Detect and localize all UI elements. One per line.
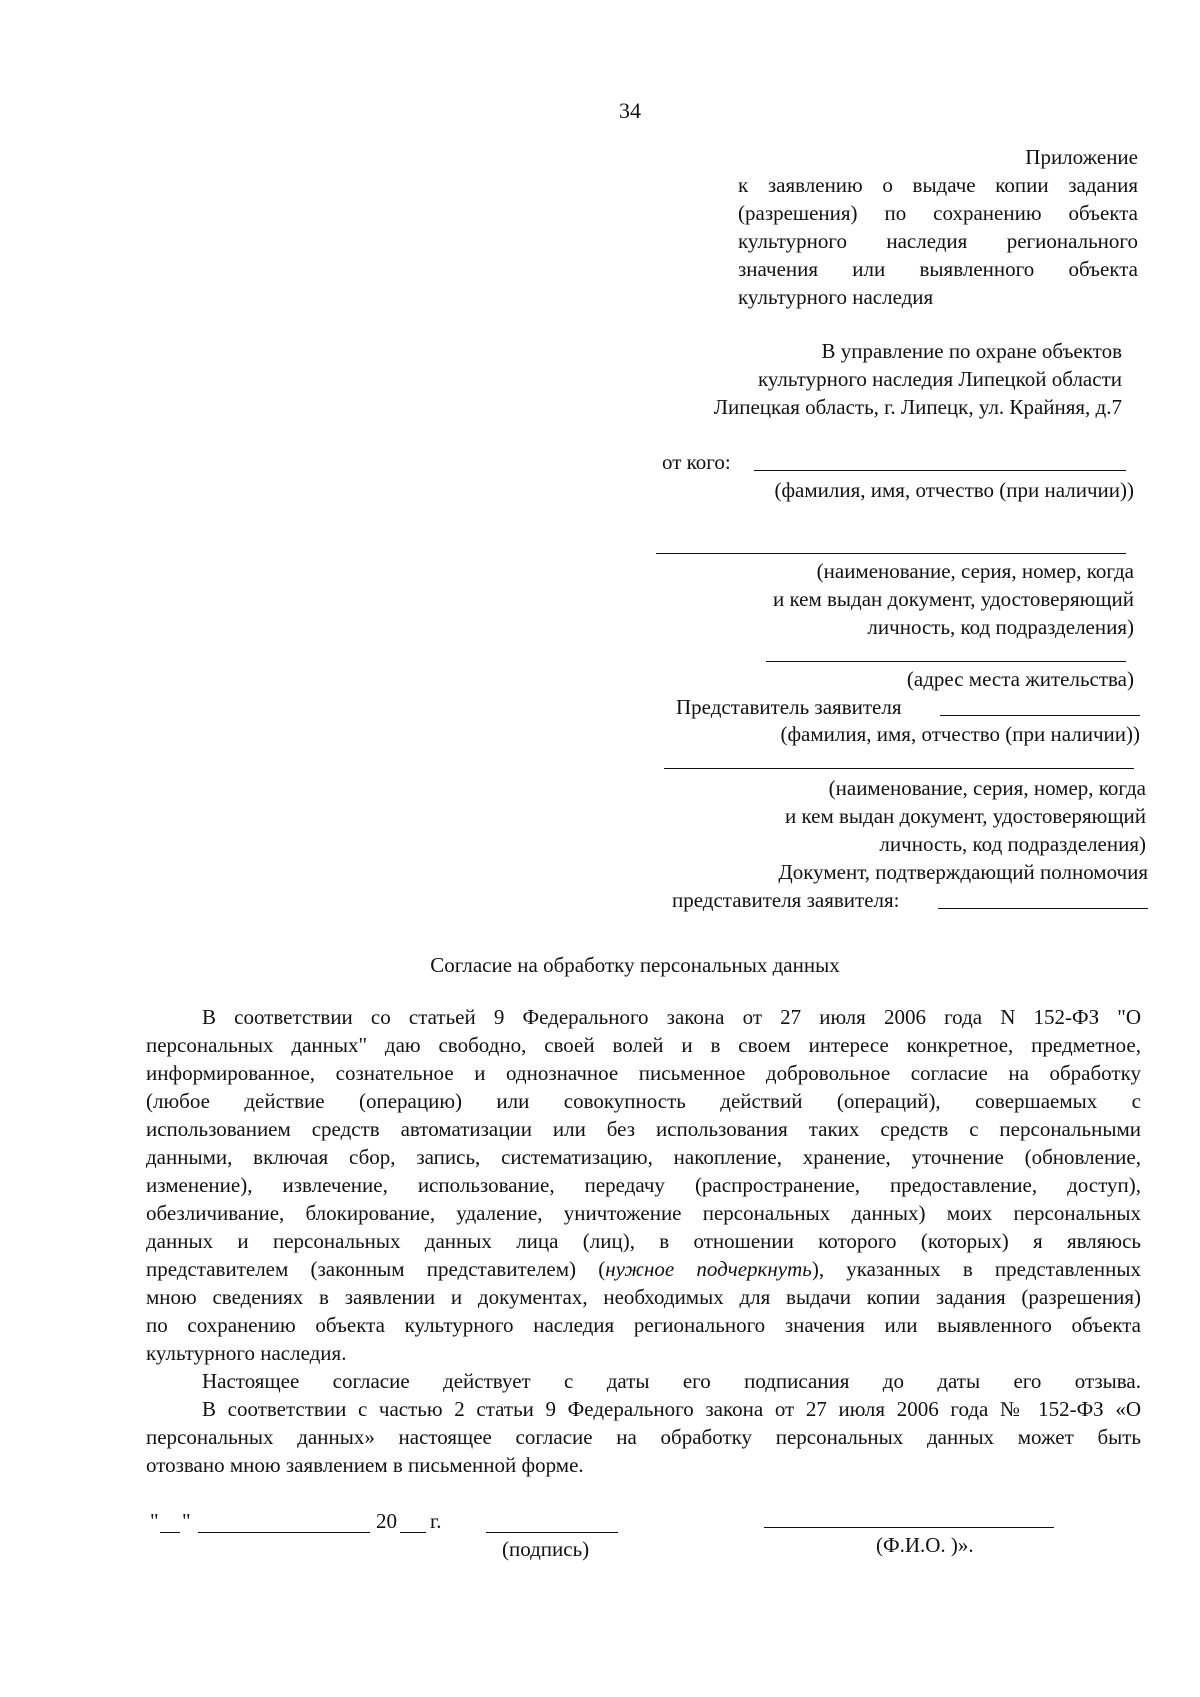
consent-line	[146, 1255, 1141, 1283]
applicant-document-hint: (наименование, серия, номер, когда	[816, 559, 1134, 583]
authority-document-label: Документ, подтверждающий полномочия	[778, 860, 1148, 884]
underline-needed-note: нужное подчеркнуть	[605, 1257, 812, 1281]
consent-line: изменение), извлечение, использование, передачу (распространение, предоставление, доступ),	[146, 1173, 1141, 1197]
applicant-name-hint: (фамилия, имя, отчество (при наличии))	[774, 478, 1134, 502]
date-year-field[interactable]	[400, 1532, 426, 1533]
consent-body	[146, 1003, 1141, 1479]
consent-line-part: ), указанных в представленных	[811, 1257, 1141, 1281]
consent-title: Согласие на обработку персональных данных	[430, 953, 840, 977]
consent-validity-line: Настоящее согласие действует с даты его подписания до даты его отзыва.	[202, 1369, 1141, 1393]
from-label: от кого:	[662, 450, 731, 474]
authority-document-field[interactable]	[938, 908, 1148, 909]
consent-line: персональных данных» настоящее согласие на обработку персональных данных может быть	[146, 1425, 1141, 1449]
representative-document-hint: и кем выдан документ, удостоверяющий	[784, 804, 1146, 828]
consent-line: мною сведениях в заявлении и документах, необходимых для выдачи копии задания (разрешения)	[146, 1285, 1141, 1309]
consent-line: культурного наследия.	[146, 1341, 347, 1365]
annex-title: Приложение	[1025, 145, 1138, 169]
consent-line: по сохранению объекта культурного наследия регионального значения или выявленного объекта	[146, 1313, 1141, 1337]
representative-name-field[interactable]	[940, 715, 1140, 716]
applicant-document-hint: и кем выдан документ, удостоверяющий	[772, 587, 1134, 611]
authority-document-label-2: представителя заявителя:	[672, 888, 900, 912]
consent-line: В соответствии с частью 2 статьи 9 Федерального закона от 27 июля 2006 года № 152-ФЗ «О	[202, 1397, 1141, 1421]
annex-line: культурного наследия регионального	[738, 229, 1138, 253]
applicant-address-field[interactable]	[766, 661, 1126, 662]
representative-document-field[interactable]	[664, 768, 1134, 769]
annex-line: к заявлению о выдаче копии задания	[738, 173, 1138, 197]
representative-name-hint: (фамилия, имя, отчество (при наличии))	[780, 722, 1140, 746]
page-number: 34	[619, 98, 641, 123]
applicant-address-hint: (адрес места жительства)	[906, 667, 1134, 691]
annex-line: культурного наследия	[738, 285, 934, 309]
consent-line-part: представителем (законным представителем) (	[146, 1257, 606, 1281]
signature-field[interactable]	[486, 1532, 618, 1533]
consent-line: (любое действие (операцию) или совокупность действий (операций), совершаемых с	[146, 1089, 1141, 1113]
consent-line: информированное, сознательное и однозначное письменное добровольное согласие на обработку	[146, 1061, 1141, 1085]
applicant-name-field[interactable]	[754, 470, 1126, 471]
date-year-prefix: 20	[376, 1509, 397, 1533]
consent-line: использованием средств автоматизации или без использования таких средств с персональными	[146, 1117, 1141, 1141]
consent-line: В соответствии со статьей 9 Федерального закона от 27 июля 2006 года N 152-ФЗ "О	[202, 1005, 1141, 1029]
applicant-document-hint: личность, код подразделения)	[867, 615, 1134, 639]
representative-document-hint: (наименование, серия, номер, когда	[828, 776, 1146, 800]
annex-line: (разрешения) по сохранению объекта	[738, 201, 1138, 225]
addressee-line: Липецкая область, г. Липецк, ул. Крайняя, д.7	[713, 395, 1122, 419]
signature-hint: (подпись)	[502, 1537, 590, 1561]
annex-subtitle	[738, 171, 1138, 311]
date-quote-close: "	[182, 1509, 191, 1533]
representative-label: Представитель заявителя	[676, 695, 902, 719]
fio-field[interactable]	[764, 1527, 1054, 1528]
consent-line: персональных данных" даю свободно, своей волей и в своем интересе конкретное, предметное,	[146, 1033, 1141, 1057]
applicant-document-field[interactable]	[656, 553, 1126, 554]
date-month-field[interactable]	[198, 1532, 370, 1533]
addressee-line: В управление по охране объектов	[821, 339, 1122, 363]
consent-line: данных и персональных данных лица (лиц), в отношении которого (которых) я являюсь	[146, 1229, 1141, 1253]
consent-line: обезличивание, блокирование, удаление, уничтожение персональных данных) моих персональных	[146, 1201, 1141, 1225]
annex-line: значения или выявленного объекта	[738, 257, 1138, 281]
representative-document-hint: личность, код подразделения)	[879, 832, 1146, 856]
date-year-suffix: г.	[430, 1509, 442, 1533]
fio-hint: (Ф.И.О. )».	[876, 1533, 974, 1557]
date-day-field[interactable]	[160, 1532, 180, 1533]
consent-line: отозвано мною заявлением в письменной форме.	[146, 1453, 584, 1477]
addressee-line: культурного наследия Липецкой области	[757, 367, 1122, 391]
date-quote-open: "	[150, 1509, 159, 1533]
consent-line: данными, включая сбор, запись, систематизацию, накопление, хранение, уточнение (обновление,	[146, 1145, 1141, 1169]
